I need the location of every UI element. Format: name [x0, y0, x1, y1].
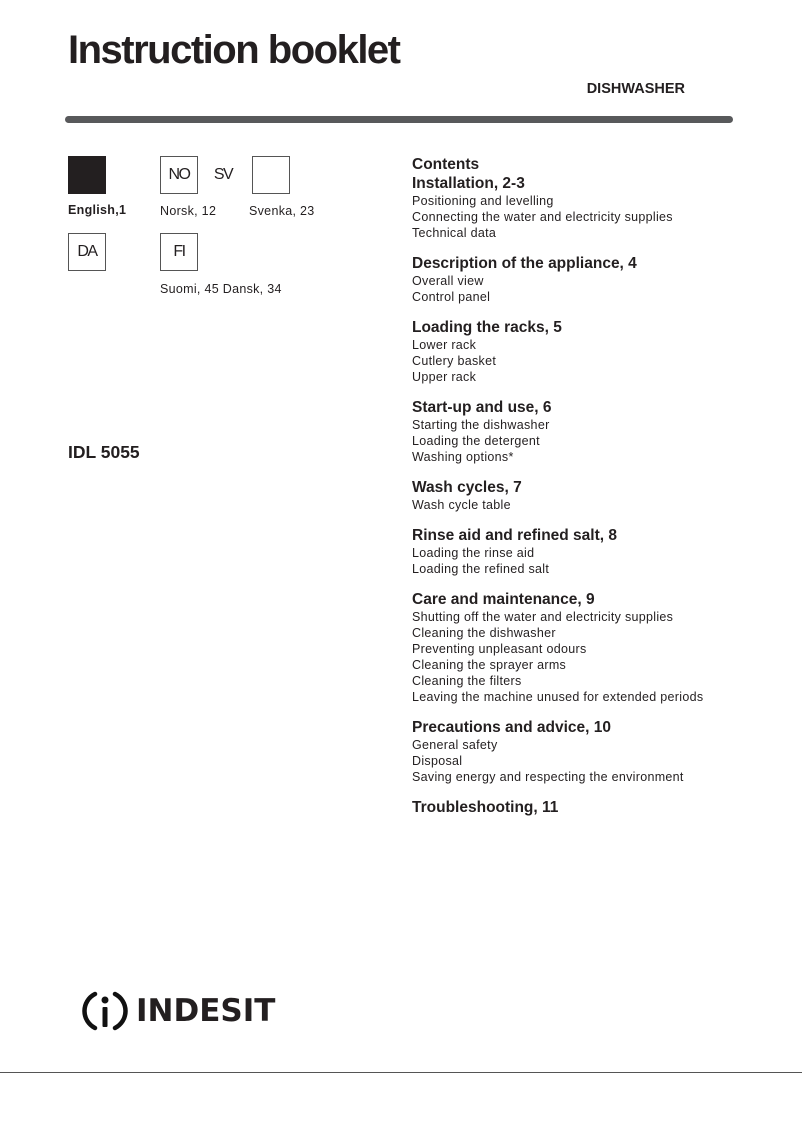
- section-item: Leaving the machine unused for extended periods: [412, 690, 704, 704]
- section-heading: Start-up and use, 6: [412, 399, 552, 416]
- language-box-fi: FI: [160, 233, 198, 271]
- section-item: Cleaning the sprayer arms: [412, 658, 567, 672]
- footer-divider: [0, 1072, 802, 1073]
- language-code-sv: SV: [213, 166, 233, 183]
- contents-section: [412, 718, 772, 785]
- language-box-da: DA: [68, 233, 106, 271]
- section-item: Cleaning the filters: [412, 674, 522, 688]
- section-item: Loading the refined salt: [412, 562, 550, 576]
- indesit-i-icon: [82, 988, 128, 1034]
- language-box-sv: [252, 156, 290, 194]
- section-item: Washing options*: [412, 450, 514, 464]
- section-heading: Troubleshooting, 11: [412, 799, 559, 816]
- section-item: Upper rack: [412, 370, 477, 384]
- section-item: Overall view: [412, 274, 484, 288]
- table-of-contents: [412, 155, 772, 817]
- product-type: DISHWASHER: [586, 81, 685, 97]
- section-heading: Installation, 2-3: [412, 175, 525, 192]
- section-item: Disposal: [412, 754, 463, 768]
- contents-section: [412, 398, 772, 465]
- section-item: Control panel: [412, 290, 491, 304]
- section-item: Connecting the water and electricity supplies: [412, 210, 673, 224]
- language-label-english: English,1: [68, 203, 127, 217]
- language-box-no: NO: [160, 156, 198, 194]
- section-heading: Care and maintenance, 9: [412, 591, 595, 608]
- section-item: Loading the rinse aid: [412, 546, 535, 560]
- contents-section: [412, 526, 772, 577]
- section-heading: Rinse aid and refined salt, 8: [412, 527, 618, 544]
- section-heading: Precautions and advice, 10: [412, 719, 612, 736]
- section-heading: Loading the racks, 5: [412, 319, 562, 336]
- language-label-norsk: Norsk, 12: [160, 204, 217, 218]
- header-divider: [65, 116, 733, 123]
- section-item: Cutlery basket: [412, 354, 497, 368]
- section-item: Positioning and levelling: [412, 194, 554, 208]
- contents-section: [412, 590, 772, 705]
- model-number: IDL 5055: [68, 442, 140, 462]
- section-item: Technical data: [412, 226, 497, 240]
- section-item: Loading the detergent: [412, 434, 540, 448]
- indesit-logo: [82, 988, 275, 1034]
- section-item: General safety: [412, 738, 498, 752]
- page-title: Instruction booklet: [68, 28, 400, 72]
- section-item: Saving energy and respecting the environment: [412, 770, 684, 784]
- contents-section: [412, 174, 772, 241]
- section-heading: Wash cycles, 7: [412, 479, 522, 496]
- contents-section: [412, 318, 772, 385]
- contents-section: [412, 478, 772, 513]
- section-item: Starting the dishwasher: [412, 418, 550, 432]
- section-heading: Description of the appliance, 4: [412, 255, 637, 272]
- section-item: Wash cycle table: [412, 498, 511, 512]
- contents-title: Contents: [412, 156, 480, 173]
- contents-section: [412, 798, 772, 817]
- contents-section: [412, 254, 772, 305]
- language-label-svenka: Svenka, 23: [249, 204, 315, 218]
- section-item: Preventing unpleasant odours: [412, 642, 587, 656]
- brand-name: INDESIT: [136, 993, 276, 1029]
- language-label-suomi-dansk: Suomi, 45 Dansk, 34: [160, 282, 282, 296]
- section-item: Shutting off the water and electricity supplies: [412, 610, 674, 624]
- section-item: Lower rack: [412, 338, 477, 352]
- section-item: Cleaning the dishwasher: [412, 626, 556, 640]
- language-box-english: [68, 156, 106, 194]
